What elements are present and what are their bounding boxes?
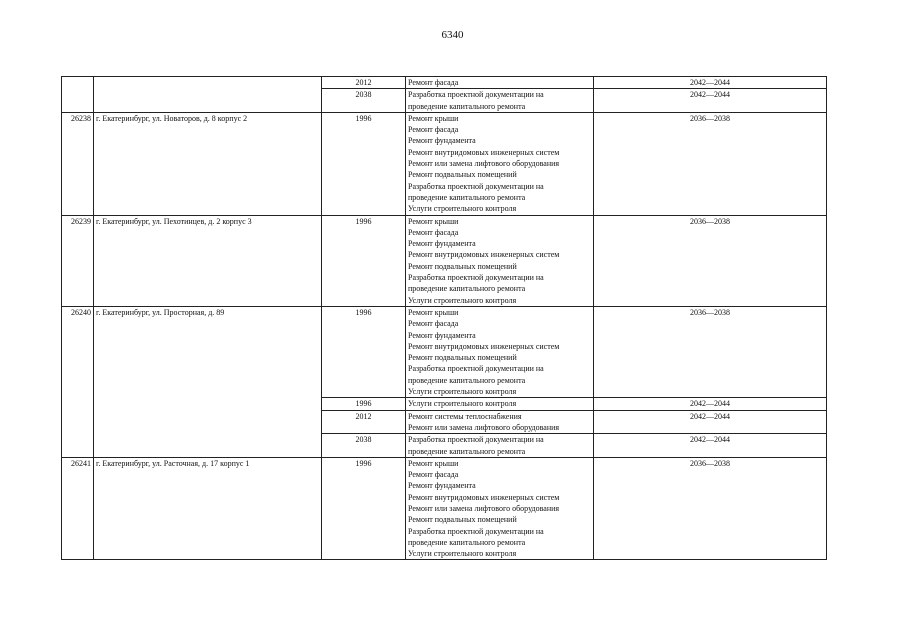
work-item: Ремонт или замена лифтового оборудования (408, 422, 560, 432)
work-item: Разработка проектной документации на (408, 273, 544, 283)
year-cell: 1996 (322, 457, 406, 560)
work-item: Ремонт фасада (408, 227, 459, 237)
work-item: Ремонт внутридомовых инженерных систем (408, 341, 560, 351)
work-item: Ремонт внутридомовых инженерных систем (408, 492, 560, 502)
work-item: Услуги строительного контроля (408, 387, 517, 397)
address-cell: г. Екатеринбург, ул. Новаторов, д. 8 корпус 2 (94, 112, 322, 215)
work-list-cell (406, 89, 594, 113)
work-item: проведение капитального ремонта (408, 446, 526, 456)
table-row (62, 77, 827, 89)
work-item: Услуги строительного контроля (408, 549, 517, 559)
year-cell: 2038 (322, 89, 406, 113)
work-item: проведение капитального ремонта (408, 537, 526, 547)
work-item: Разработка проектной документации на (408, 90, 544, 100)
work-item: Ремонт подвальных помещений (408, 515, 517, 525)
period-cell: 2042—2044 (594, 410, 827, 434)
work-item: проведение капитального ремонта (408, 284, 526, 294)
address-cell: г. Екатеринбург, ул. Просторная, д. 89 (94, 306, 322, 457)
work-item: проведение капитального ремонта (408, 101, 526, 111)
address-cell: г. Екатеринбург, ул. Расточная, д. 17 корпус 1 (94, 457, 322, 560)
year-cell: 1996 (322, 398, 406, 410)
work-list-cell (406, 112, 594, 215)
work-item: Ремонт внутридомовых инженерных систем (408, 250, 560, 260)
address-cell: г. Екатеринбург, ул. Пехотинцев, д. 2 корпус 3 (94, 215, 322, 306)
registry-number-cell: 26239 (62, 215, 94, 306)
work-item: Ремонт или замена лифтового оборудования (408, 159, 560, 169)
work-item: Ремонт крыши (408, 458, 459, 468)
address-cell (94, 77, 322, 113)
work-list-cell (406, 77, 594, 89)
work-list-cell (406, 398, 594, 410)
work-item: Ремонт системы теплоснабжения (408, 411, 522, 421)
year-cell: 2012 (322, 77, 406, 89)
work-item: Ремонт фасада (408, 319, 459, 329)
work-item: Ремонт фасада (408, 470, 459, 480)
registry-number-cell (62, 77, 94, 113)
page-number: 6340 (441, 29, 464, 41)
work-item: Разработка проектной документации на (408, 364, 544, 374)
work-item: Разработка проектной документации на (408, 435, 544, 445)
period-cell: 2042—2044 (594, 398, 827, 410)
period-cell: 2042—2044 (594, 89, 827, 113)
work-item: Ремонт крыши (408, 216, 459, 226)
table-row (62, 457, 827, 560)
period-cell: 2042—2044 (594, 77, 827, 89)
work-item: Ремонт фундамента (408, 239, 476, 249)
work-item: проведение капитального ремонта (408, 375, 526, 385)
registry-number-cell: 26240 (62, 306, 94, 457)
work-item: Ремонт или замена лифтового оборудования (408, 503, 560, 513)
work-item: Ремонт фасада (408, 78, 459, 87)
period-cell: 2036—2038 (594, 306, 827, 397)
work-item: Ремонт подвальных помещений (408, 170, 517, 180)
work-item: Услуги строительного контроля (408, 295, 517, 305)
work-item: Ремонт крыши (408, 113, 459, 123)
work-item: Ремонт фундамента (408, 481, 476, 491)
work-item: Ремонт фундамента (408, 330, 476, 340)
registry-number-cell: 26241 (62, 457, 94, 560)
work-item: проведение капитального ремонта (408, 192, 526, 202)
year-cell: 1996 (322, 215, 406, 306)
table-row (62, 112, 827, 215)
year-cell: 2012 (322, 410, 406, 434)
work-item: Ремонт подвальных помещений (408, 353, 517, 363)
period-cell: 2036—2038 (594, 457, 827, 560)
repair-schedule-table (61, 76, 827, 560)
work-item: Разработка проектной документации на (408, 181, 544, 191)
year-cell: 1996 (322, 112, 406, 215)
work-item: Ремонт фундамента (408, 136, 476, 146)
work-item: Ремонт подвальных помещений (408, 261, 517, 271)
table-row (62, 215, 827, 306)
year-cell: 1996 (322, 306, 406, 397)
work-list-cell (406, 434, 594, 458)
work-item: Разработка проектной документации на (408, 526, 544, 536)
work-item: Услуги строительного контроля (408, 399, 517, 409)
period-cell: 2042—2044 (594, 434, 827, 458)
work-list-cell (406, 306, 594, 397)
work-list-cell (406, 457, 594, 560)
registry-number-cell: 26238 (62, 112, 94, 215)
work-list-cell (406, 215, 594, 306)
work-list-cell (406, 410, 594, 434)
period-cell: 2036—2038 (594, 112, 827, 215)
year-cell: 2038 (322, 434, 406, 458)
work-item: Ремонт крыши (408, 307, 459, 317)
table-row (62, 306, 827, 397)
work-item: Услуги строительного контроля (408, 204, 517, 214)
work-item: Ремонт фасада (408, 125, 459, 135)
period-cell: 2036—2038 (594, 215, 827, 306)
table-body (62, 77, 827, 560)
work-item: Ремонт внутридомовых инженерных систем (408, 147, 560, 157)
